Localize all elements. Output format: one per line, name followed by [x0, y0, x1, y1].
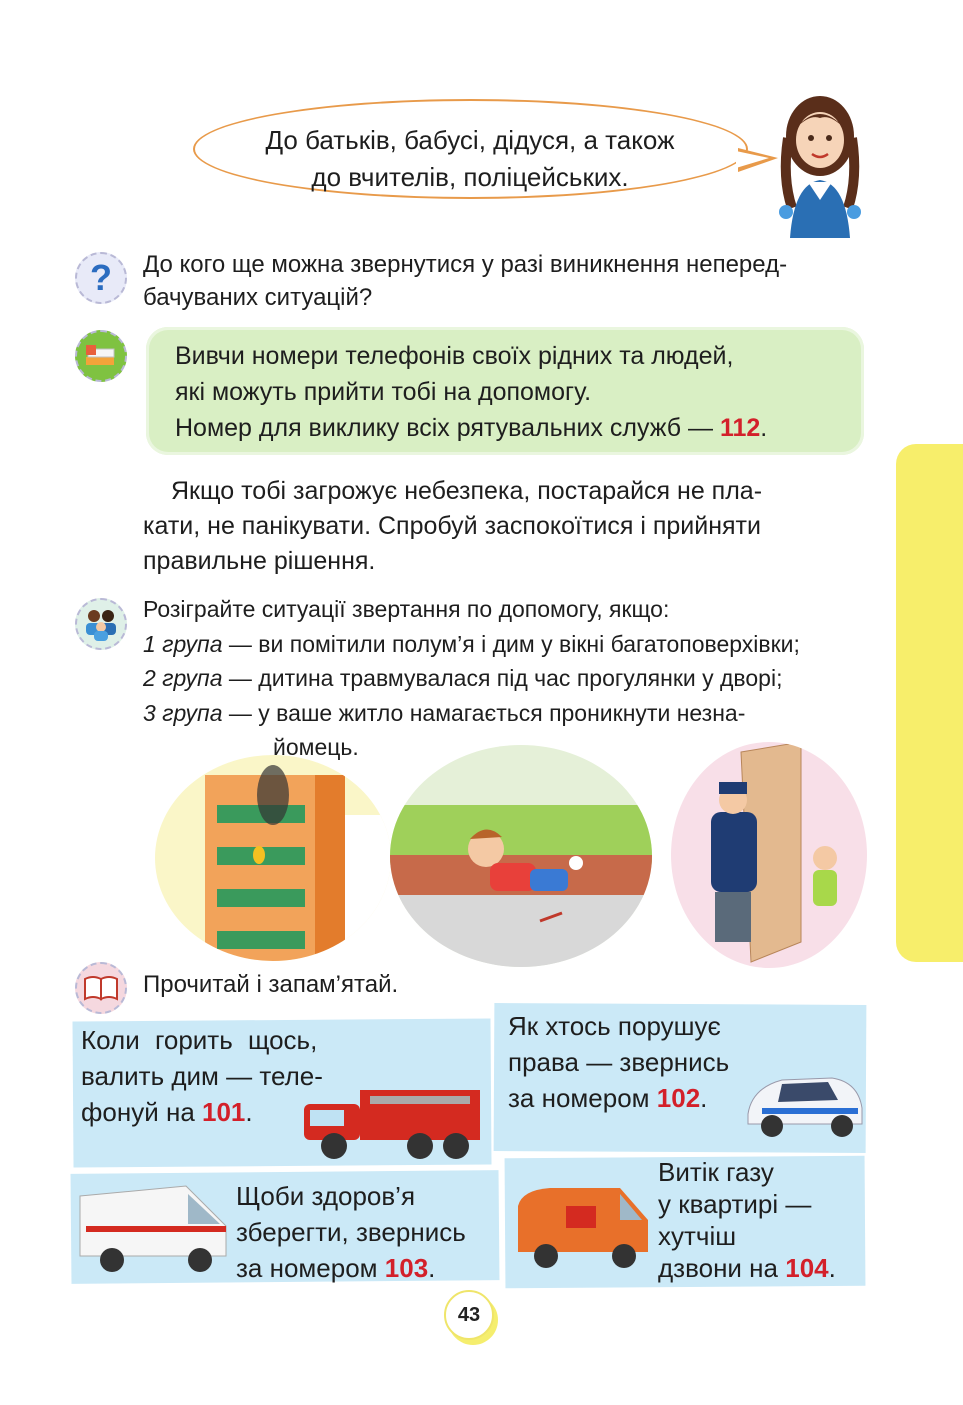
emergency-number: 112 [719, 414, 761, 442]
card-fire-text: Коли горить щось, валить дим — теле- фонуй на 101. [81, 1025, 323, 1127]
advice-paragraph: Якщо тобі загрожує небезпека, постарайся не пла- кати, не панікувати. Спробуй заспокоїтися і прийняти правильне рішення. [143, 477, 763, 575]
girl-illustration [770, 88, 870, 238]
books-icon [75, 330, 127, 382]
card-ambulance-text: Щоби здоров’я зберегти, звернись за номером 103. [236, 1181, 466, 1283]
group-task: Розіграйте ситуації звертання по допомогу, якщо: 1 група — ви помітили полум’я і дим у вікні багатоповерхівки; 2 група — дитина травмувалася під час прогулянки у дворі; 3 група — у ваше житло намагається проникнути незна- йомець. [143, 592, 869, 765]
speech-bubble-text: До батьків, бабусі, дідуся, а також до вчителів, поліцейських. [265, 125, 675, 192]
group-item: 1 група — ви помітили полум’я і дим у вікні багатоповерхівки; [143, 630, 800, 657]
police-car-illustration [742, 1064, 866, 1144]
fire-truck-illustration [300, 1080, 485, 1162]
fire-scene-illustration [155, 755, 391, 961]
question-text: До кого ще можна звернутися у разі виникнення неперед- бачуваних ситуацій? [143, 251, 788, 311]
question-icon: ? [75, 252, 127, 304]
page-number: 43 [444, 1290, 494, 1340]
side-tab [896, 444, 963, 962]
read-label: Прочитай і запам’ятай. [143, 971, 399, 998]
group-item: 3 група — у ваше житло намагається проникнути незна- [143, 699, 746, 726]
card-gas-text: Витік газу у квартирі — хутчіш дзвони на 104. [658, 1157, 836, 1283]
group-item: 2 група — дитина травмувалася під час прогулянки у дворі; [143, 665, 783, 691]
tip-text: Вивчи номери телефонів своїх рідних та людей, які можуть прийти тобі на допомогу. Номер для виклику всіх рятувальних служб — 112. [175, 342, 768, 442]
card-police-text: Як хтось порушує права — звернись за номером 102. [508, 1011, 730, 1113]
stranger-door-illustration [671, 742, 867, 968]
group-work-icon [75, 598, 127, 650]
open-book-icon [75, 962, 127, 1014]
gas-service-van-illustration [510, 1176, 656, 1272]
ambulance-illustration [76, 1176, 234, 1276]
injured-child-illustration [390, 745, 652, 967]
